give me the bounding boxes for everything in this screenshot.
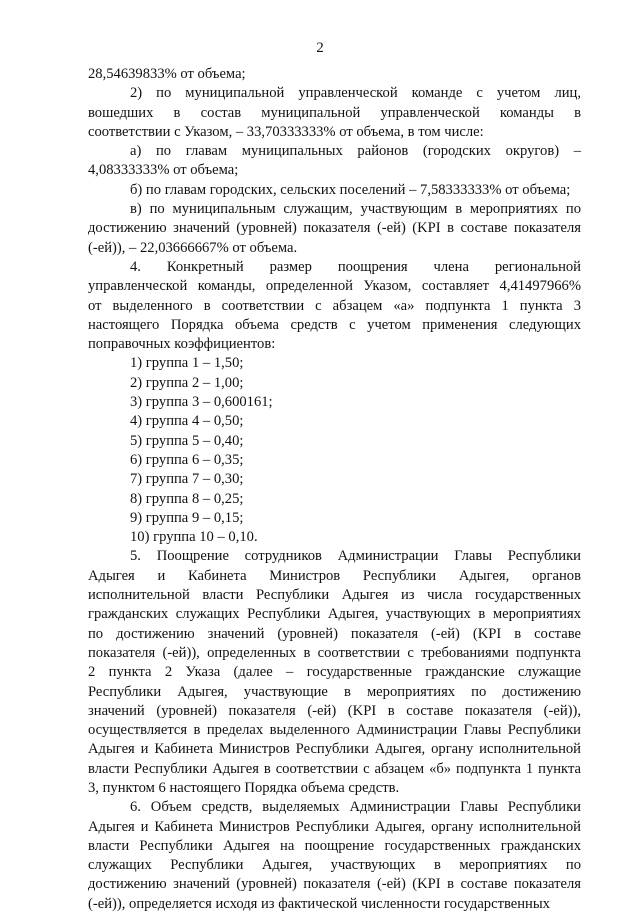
list-item: 1) группа 1 – 1,50; [130, 355, 244, 372]
text-line: Адыгея и Кабинета Министров Республики Адыгея, органу исполнительной [88, 741, 581, 758]
text-line: Адыгея и Кабинета Министров Республики Адыгея, органов [88, 567, 581, 584]
text-line: а) по главам муниципальных районов (городских округов) – [130, 143, 581, 160]
list-item: 4) группа 4 – 0,50; [130, 413, 244, 430]
text-line: достижению значений (уровней) показателя (-ей) (KPI в составе показателя [88, 876, 581, 893]
text-line: поправочных коэффициентов: [88, 336, 276, 353]
list-item: 3) группа 3 – 0,600161; [130, 394, 273, 411]
text-line: 6. Объем средств, выделяемых Администрации Главы Республики [130, 799, 581, 816]
text-line: гражданских служащих Республики Адыгея, участвующих в мероприятиях [88, 606, 581, 623]
list-item: 5) группа 5 – 0,40; [130, 432, 244, 449]
paragraph [88, 142, 581, 181]
list-item: 8) группа 8 – 0,25; [130, 490, 244, 507]
paragraph [88, 798, 581, 914]
document-body [88, 65, 581, 914]
coefficient-list [88, 354, 581, 547]
list-item: 6) группа 6 – 0,35; [130, 451, 244, 468]
text-line: управленческой команды, определенной Указом, составляет 4,41497966% [88, 278, 581, 295]
text-line: власти Республики Адыгея в соответствии с абзацем «б» подпункта 1 пункта [88, 760, 581, 777]
text-line: 3, пунктом 6 настоящего Порядка объема средств. [88, 779, 400, 796]
text-line: власти Республики Адыгея на поощрение государственных гражданских [88, 837, 581, 854]
text-line: показателя (-ей)), определенных в соответствии с требованиями подпункта [88, 644, 581, 661]
text-line: исполнительной власти Республики Адыгея из числа государственных [88, 587, 581, 604]
text-line: по достижению значений (уровней) показателя (-ей) (KPI в составе [88, 625, 581, 642]
text-line: 4. Конкретный размер поощрения члена региональной [130, 258, 581, 275]
paragraph [88, 65, 581, 84]
text-line: осуществляется в пределах выделенного Администрации Главы Республики [88, 722, 581, 739]
text-line: настоящего Порядка объема средств с учетом применения следующих [88, 316, 581, 333]
text-line: от выделенного в соответствии с абзацем «а» подпункта 1 пункта 3 [88, 297, 581, 314]
list-item: 9) группа 9 – 0,15; [130, 509, 244, 526]
text-line: 5. Поощрение сотрудников Администрации Главы Республики [130, 548, 581, 565]
text-line: соответствии с Указом, – 33,70333333% от объема, в том числе: [88, 123, 484, 140]
text-line: 2) по муниципальной управленческой команде с учетом лиц, [130, 85, 581, 102]
text-line: (-ей)), определяется исходя из фактической численности государственных [88, 895, 550, 912]
paragraph [88, 547, 581, 798]
paragraph [88, 84, 581, 142]
list-item: 10) группа 10 – 0,10. [130, 529, 258, 546]
paragraph [88, 181, 581, 200]
text-line: 28,54639833% от объема; [88, 66, 246, 82]
text-line: 4,08333333% от объема; [88, 162, 239, 179]
text-line: 2 пункта 2 Указа (далее – государственные гражданские служащие [88, 664, 581, 681]
text-line: б) по главам городских, сельских поселений – 7,58333333% от объема; [130, 181, 571, 198]
text-line: значений (уровней) показателя (-ей) (KPI в составе показателя (-ей)), [88, 702, 581, 719]
text-line: (-ей)), – 22,03666667% от объема. [88, 239, 298, 256]
list-item: 7) группа 7 – 0,30; [130, 471, 244, 488]
paragraphs-after-list [88, 547, 581, 914]
page-number: 2 [316, 40, 324, 56]
text-line: в) по муниципальным служащим, участвующим в мероприятиях по [130, 201, 581, 218]
text-line: Адыгея и Кабинета Министров Республики Адыгея, органу исполнительной [88, 818, 581, 835]
paragraph [88, 200, 581, 258]
paragraphs-before-list [88, 65, 581, 354]
text-line: Республики Адыгея, участвующие в мероприятиях по достижению [88, 683, 581, 700]
text-line: вошедших в состав муниципальной управленческой команды в [88, 104, 581, 121]
text-line: достижению значений (уровней) показателя (-ей) (KPI в составе показателя [88, 220, 581, 237]
text-line: служащих Республики Адыгея, участвующих в мероприятиях по [88, 857, 581, 874]
paragraph [88, 258, 581, 354]
list-item: 2) группа 2 – 1,00; [130, 374, 244, 391]
